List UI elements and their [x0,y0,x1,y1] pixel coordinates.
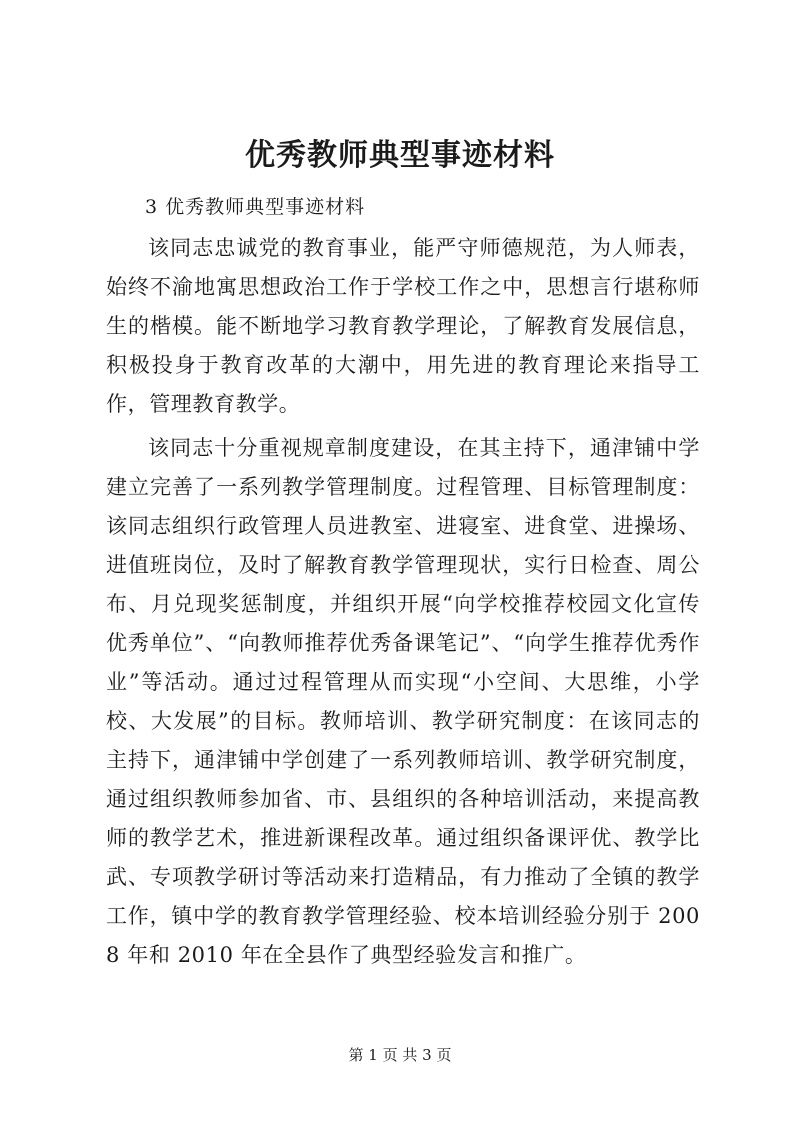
paragraph-2: 该同志十分重视规章制度建设，在其主持下，通津铺中学建立完善了一系列教学管理制度。过程管理、目标管理制度：该同志组织行政管理人员进教室、进寝室、进食堂、进操场、进值班岗位，及时了解教育教学管理现状，实行日检查、周公布、月兑现奖惩制度，并组织开展“向学校推荐校园文化宣传优秀单位”、“向教师推荐优秀备课笔记”、“向学生推荐优秀作业”等活动。通过过程管理从而实现“小空间、大思维，小学校、大发展”的目标。教师培训、教学研究制度：在该同志的主持下，通津铺中学创建了一系列教师培训、教学研究制度，通过组织教师参加省、市、县组织的各种培训活动，来提高教师的教学艺术，推进新课程改革。通过组织备课评优、教学比武、专项教学研讨等活动来打造精品，有力推动了全镇的教学工作，镇中学的教育教学管理经验、校本培训经验分别于 2008 年和 2010 年在全县作了典型经验发言和推广。 [106,436,700,967]
document-title: 优秀教师典型事迹材料 [245,138,555,173]
document-subtitle: 3 优秀教师典型事迹材料 [145,196,366,218]
document-body [106,229,700,975]
paragraph-1: 该同志忠诚党的教育事业，能严守师德规范，为人师表，始终不渝地寓思想政治工作于学校工作之中，思想言行堪称师生的楷模。能不断地学习教育教学理论，了解教育发展信息，积极投身于教育改革的大潮中，用先进的教育理论来指导工作，管理教育教学。 [106,236,700,416]
page-footer: 第 1 页 共 3 页 [348,1046,452,1064]
